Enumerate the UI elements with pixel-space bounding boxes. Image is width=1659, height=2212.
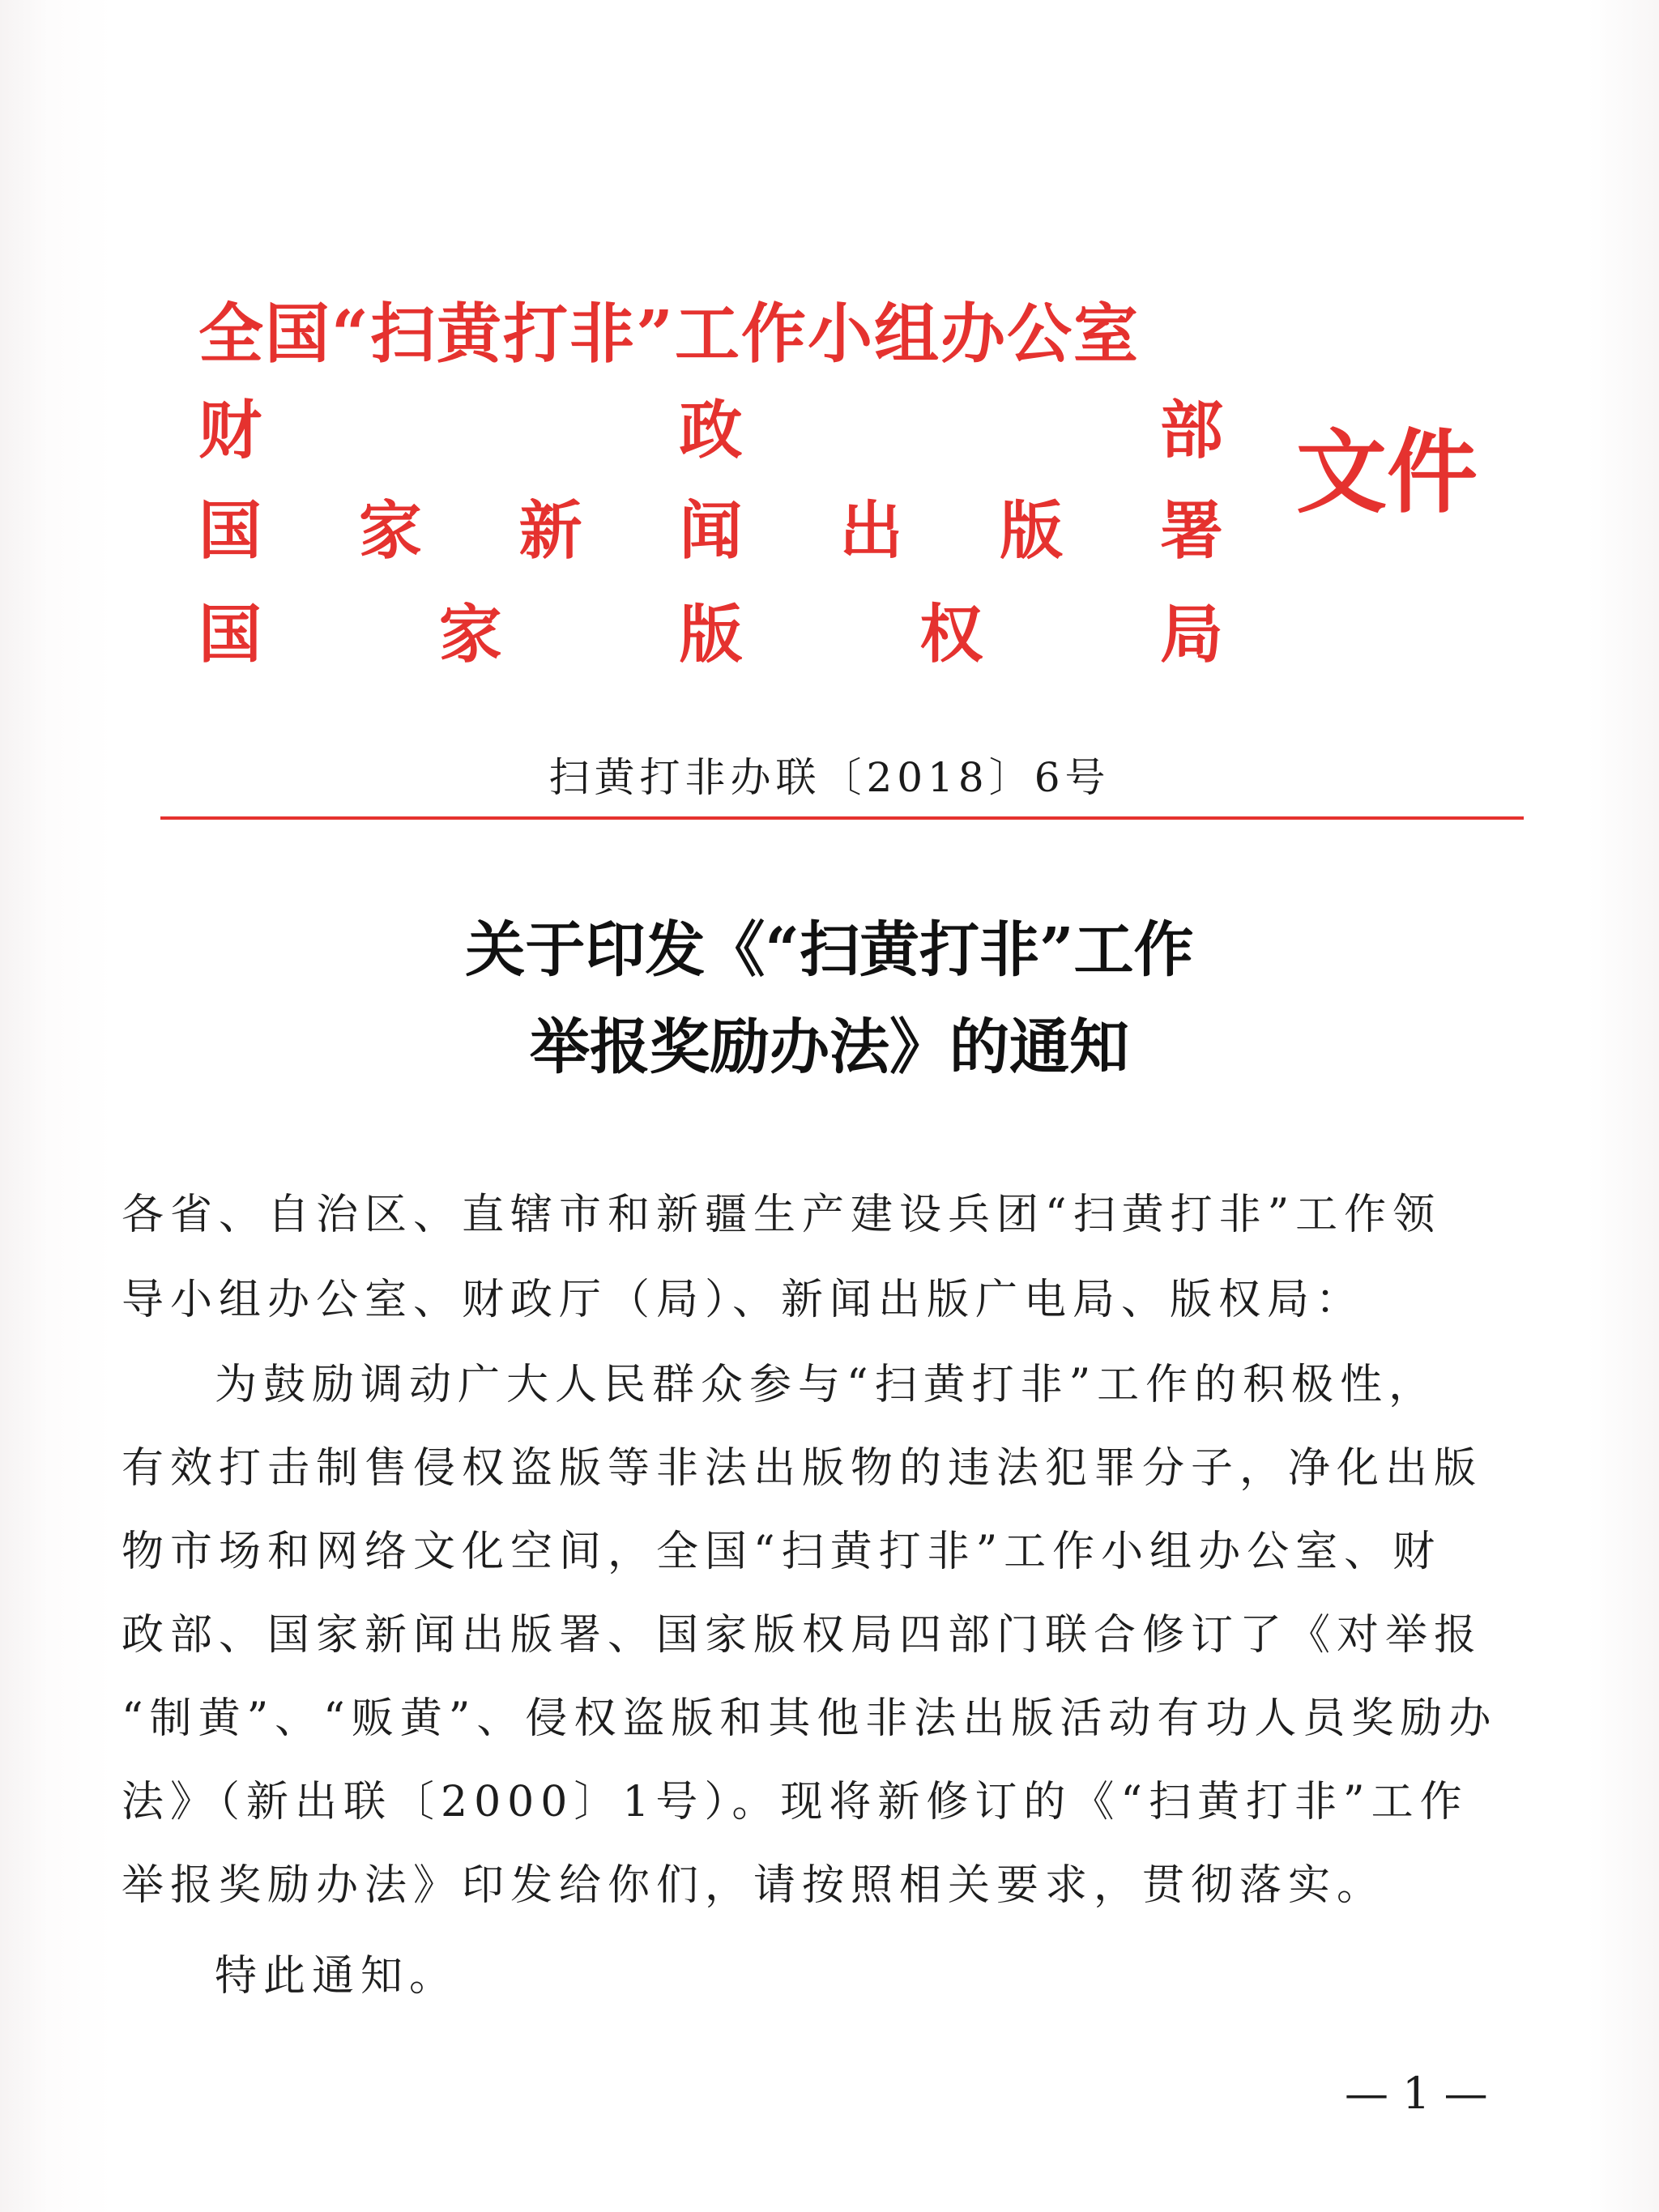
- document-type-label: 文件: [1296, 420, 1478, 526]
- issuer-char: 版: [1000, 494, 1064, 568]
- document-title-line-1: 关于印发《“扫黄打非”工作: [465, 915, 1194, 985]
- issuer-char: 政: [679, 394, 743, 467]
- issuer-char: 家: [438, 598, 502, 671]
- page-number: — 1 —: [1345, 2068, 1488, 2119]
- red-divider-line: [160, 816, 1524, 820]
- issuer-char: 家: [358, 494, 422, 568]
- issuer-char: 财: [198, 394, 262, 467]
- issuer-char: 出: [839, 494, 903, 568]
- closing-line: 特此通知。: [215, 1952, 458, 2001]
- issuer-ministry-of-finance: [198, 390, 1223, 471]
- paragraph-line: 政部、国家新闻出版署、国家版权局四部门联合修订了《对举报: [122, 1611, 1483, 1660]
- issuer-char: 国: [198, 494, 262, 568]
- addressee-line-1: 各省、自治区、直辖市和新疆生产建设兵团“扫黄打非”工作领: [122, 1191, 1442, 1239]
- addressee-line-2: 导小组办公室、财政厅（局）、新闻出版广电局、版权局：: [122, 1276, 1365, 1324]
- issuer-char: 权: [919, 598, 983, 671]
- issuer-national-press-publication-administration: [198, 491, 1223, 572]
- paragraph-line: 有效打击制售侵权盗版等非法出版物的违法犯罪分子，净化出版: [122, 1444, 1483, 1493]
- issuer-office-name: 全国“扫黄打非”工作小组办公室: [198, 296, 1141, 372]
- paragraph-line: “制黄”、“贩黄”、侵权盗版和其他非法出版活动有功人员奖励办: [122, 1694, 1498, 1743]
- issuer-char: 署: [1159, 494, 1223, 568]
- issuer-char: 国: [198, 598, 262, 671]
- paragraph-line: 举报奖励办法》印发给你们，请按照相关要求，贯彻落实。: [122, 1861, 1386, 1910]
- paragraph-line: 为鼓励调动广大人民群众参与“扫黄打非”工作的积极性，: [215, 1361, 1438, 1409]
- issuer-char: 新: [518, 494, 582, 568]
- document-title-line-2: 举报奖励办法》的通知: [530, 1012, 1129, 1082]
- issuer-char: 部: [1159, 394, 1223, 467]
- paragraph-line: 法》（新出联〔2000〕1号）。现将新修订的《“扫黄打非”工作: [122, 1778, 1469, 1826]
- issuer-char: 版: [679, 598, 743, 671]
- document-number: 扫黄打非办联〔2018〕6号: [548, 754, 1111, 801]
- issuer-char: 闻: [679, 494, 743, 568]
- issuer-national-copyright-administration: [198, 595, 1223, 676]
- issuer-char: 局: [1159, 598, 1223, 671]
- paragraph-line: 物市场和网络文化空间，全国“扫黄打非”工作小组办公室、财: [122, 1528, 1442, 1576]
